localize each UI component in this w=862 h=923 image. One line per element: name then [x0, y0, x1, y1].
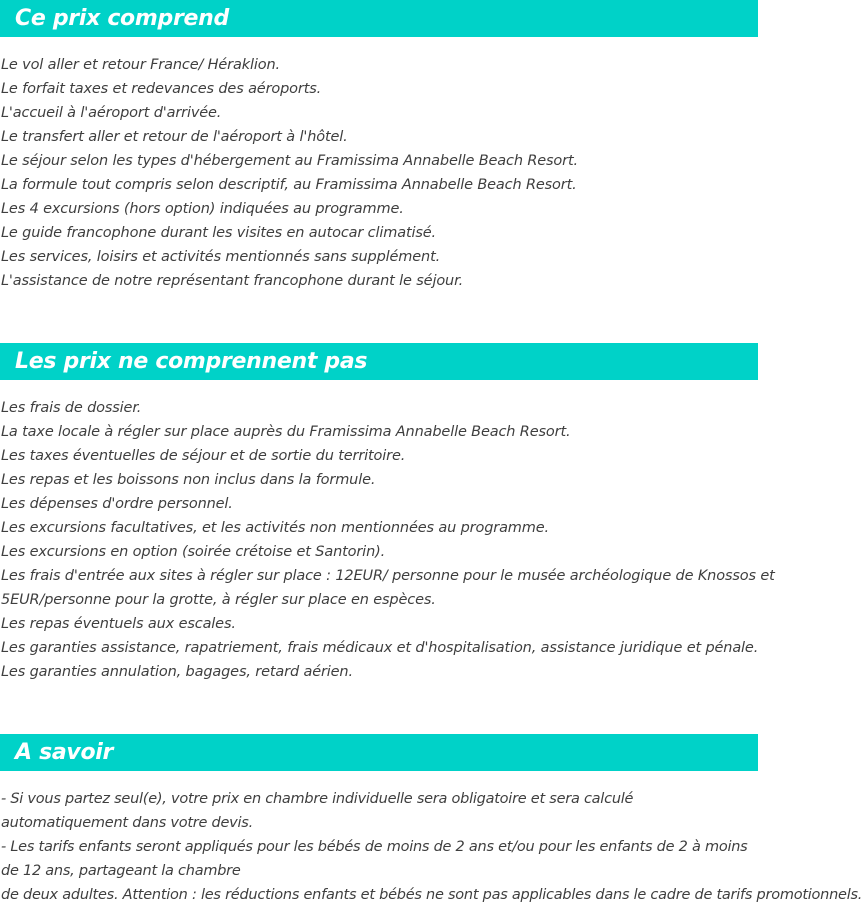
section-title-not-included: Les prix ne comprennent pas [15, 349, 368, 374]
section-header-good-to-know [0, 734, 758, 771]
not-included-item: 5EUR/personne pour la grotte, à régler sur place en espèces. [1, 592, 436, 608]
included-item: Le forfait taxes et redevances des aéroports. [1, 81, 322, 97]
not-included-item: Les taxes éventuelles de séjour et de sortie du territoire. [1, 448, 406, 464]
not-included-item: Les garanties assistance, rapatriement, frais médicaux et d'hospitalisation, assistance juridique et pénale. [1, 640, 759, 656]
not-included-item: Les frais de dossier. [1, 400, 142, 416]
section-title-included: Ce prix comprend [15, 6, 229, 31]
included-item: Le transfert aller et retour de l'aéroport à l'hôtel. [1, 129, 348, 145]
section-included [0, 0, 758, 293]
not-included-item: Les repas et les boissons non inclus dans la formule. [1, 472, 376, 488]
good-to-know-item: de deux adultes. Attention : les réductions enfants et bébés ne sont pas applicables dans le cadre de tarifs promotionnels. [1, 887, 862, 903]
included-item: Le vol aller et retour France/ Héraklion. [1, 57, 280, 73]
section-header-not-included [0, 343, 758, 380]
not-included-item: Les excursions en option (soirée crétoise et Santorin). [1, 544, 386, 560]
section-title-good-to-know: A savoir [15, 740, 114, 765]
section-header-included [0, 0, 758, 37]
not-included-item: La taxe locale à régler sur place auprès du Framissima Annabelle Beach Resort. [1, 424, 571, 440]
not-included-item: Les dépenses d'ordre personnel. [1, 496, 233, 512]
section-not-included [0, 343, 775, 684]
included-item: L'assistance de notre représentant francophone durant le séjour. [1, 273, 464, 289]
included-item: Le séjour selon les types d'hébergement au Framissima Annabelle Beach Resort. [1, 153, 578, 169]
section-good-to-know [0, 734, 862, 907]
included-item: La formule tout compris selon descriptif, au Framissima Annabelle Beach Resort. [1, 177, 577, 193]
not-included-item: Les garanties annulation, bagages, retard aérien. [1, 664, 353, 680]
included-item: Les 4 excursions (hors option) indiquées au programme. [1, 201, 404, 217]
not-included-item: Les frais d'entrée aux sites à régler sur place : 12EUR/ personne pour le musée archéologique de Knossos et [1, 568, 775, 584]
included-item: Les services, loisirs et activités mentionnés sans supplément. [1, 249, 441, 265]
good-to-know-item: - Si vous partez seul(e), votre prix en chambre individuelle sera obligatoire et sera calculé automatiquement dans votre devis. [1, 791, 634, 831]
included-list [0, 37, 758, 293]
included-item: Le guide francophone durant les visites en autocar climatisé. [1, 225, 437, 241]
good-to-know-list [0, 771, 862, 907]
good-to-know-item: - Les tarifs enfants seront appliqués pour les bébés de moins de 2 ans et/ou pour les enfants de 2 à moins de 12 ans, partageant la chambre [1, 839, 748, 879]
not-included-list [0, 380, 775, 684]
included-item: L'accueil à l'aéroport d'arrivée. [1, 105, 222, 121]
not-included-item: Les repas éventuels aux escales. [1, 616, 236, 632]
not-included-item: Les excursions facultatives, et les activités non mentionnées au programme. [1, 520, 549, 536]
